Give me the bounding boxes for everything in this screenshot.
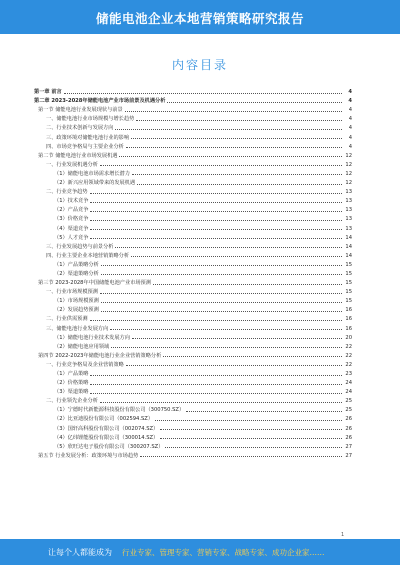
toc-entry[interactable] <box>34 250 352 259</box>
toc-entry[interactable] <box>34 422 352 431</box>
toc-entry-page: 26 <box>345 416 352 423</box>
toc-leader-dots <box>90 238 342 239</box>
toc-entry-page: 15 <box>345 280 352 287</box>
toc-entry-page: 13 <box>345 189 352 196</box>
toc-entry-title: （1）市场规模预测 <box>54 298 99 305</box>
toc-entry-page: 15 <box>345 261 352 268</box>
toc-entry-title: 四、市场竞争格局与主要企业分析 <box>46 143 124 150</box>
toc-leader-dots <box>101 302 342 303</box>
toc-entry-page: 22 <box>345 361 352 368</box>
toc-leader-dots <box>110 329 342 330</box>
toc-entry[interactable] <box>34 204 352 213</box>
toc-entry-title: 第四节 2022-2023年储能电池行业企业营销策略分析 <box>38 352 162 359</box>
toc-entry-title: （1）宁德时代新能源科技股份有限公司（300750.SZ） <box>54 407 185 414</box>
toc-entry-page: 4 <box>348 107 352 114</box>
toc-entry-title: 第五节 行业发展分析：政策环境与市场趋势 <box>38 452 139 459</box>
toc-entry[interactable] <box>34 168 352 177</box>
toc-entry-title: 一、储能电池行业市场规模与增长趋势 <box>46 116 135 123</box>
toc-entry-page: 26 <box>345 434 352 441</box>
toc-entry[interactable] <box>34 141 352 150</box>
toc-entry[interactable] <box>34 386 352 395</box>
toc-leader-dots <box>90 220 342 221</box>
toc-entry-title: 二、行业技术创新与发展方向 <box>46 125 114 132</box>
footer-tagline: 行业专家、管理专家、营销专家、战略专家、成功企业家…… <box>122 548 325 557</box>
toc-entry-title: 三、行业发展趋势与前景分析 <box>46 243 114 250</box>
toc-leader-dots <box>90 375 342 376</box>
toc-entry[interactable] <box>34 186 352 195</box>
toc-entry-page: 25 <box>345 407 352 414</box>
toc-entry[interactable] <box>34 122 352 131</box>
toc-entry[interactable] <box>34 304 352 313</box>
toc-entry-title: （2）发展趋势预测 <box>54 307 99 314</box>
toc-leader-dots <box>163 356 342 357</box>
toc-entry-page: 16 <box>345 325 352 332</box>
toc-leader-dots <box>111 347 342 348</box>
toc-entry[interactable] <box>34 232 352 241</box>
toc-entry[interactable] <box>34 413 352 422</box>
footer-bar <box>0 539 400 565</box>
toc-entry-title: 一、行业发展机遇分析 <box>46 161 98 168</box>
toc-leader-dots <box>165 447 342 448</box>
toc-entry-title: （4）渠道竞争 <box>54 225 89 232</box>
toc-entry-page: 24 <box>345 389 352 396</box>
toc-leader-dots <box>90 193 342 194</box>
toc-leader-dots <box>186 411 342 412</box>
toc-entry-page: 14 <box>345 243 352 250</box>
toc-leader-dots <box>131 256 342 257</box>
toc-entry-title: （3）国轩高科股份有限公司（002074.SZ） <box>54 425 159 432</box>
toc-entry-title: （1）储能电池市场需求增长潜力 <box>54 170 130 177</box>
toc-entry[interactable] <box>34 286 352 295</box>
toc-entry-page: 22 <box>345 352 352 359</box>
toc-entry-page: 4 <box>348 125 352 132</box>
toc-entry-page: 22 <box>345 343 352 350</box>
toc-leader-dots <box>160 438 342 439</box>
toc-leader-dots <box>155 420 342 421</box>
toc-entry-page: 4 <box>348 134 352 141</box>
toc-entry[interactable] <box>34 195 352 204</box>
toc-entry[interactable] <box>34 368 352 377</box>
toc-entry-page: 12 <box>345 161 352 168</box>
toc-leader-dots <box>90 202 342 203</box>
toc-entry[interactable] <box>34 313 352 322</box>
toc-entry-title: （1）技术竞争 <box>54 198 89 205</box>
toc-entry-title: 一、行业竞争格局及企业营销策略 <box>46 361 124 368</box>
toc-entry-page: 4 <box>348 89 352 96</box>
toc-entry[interactable] <box>34 259 352 268</box>
toc-entry-title: （1）产品策略分析 <box>54 261 99 268</box>
toc-entry[interactable] <box>34 95 352 104</box>
toc-leader-dots <box>119 156 342 157</box>
toc-leader-dots <box>90 211 342 212</box>
toc-entry-title: （3）渠道策略 <box>54 389 89 396</box>
toc-entry-title: （2）渠道策略分析 <box>54 270 99 277</box>
toc-entry[interactable] <box>34 332 352 341</box>
toc-leader-dots <box>101 311 342 312</box>
header-bar <box>0 0 400 34</box>
toc-entry[interactable] <box>34 268 352 277</box>
toc-leader-dots <box>132 338 342 339</box>
toc-leader-dots <box>100 293 342 294</box>
toc-entry-page: 24 <box>345 380 352 387</box>
toc-entry[interactable] <box>34 104 352 113</box>
toc-entry-page: 16 <box>345 307 352 314</box>
toc-entry-title: （2）储能电池应用领域 <box>54 343 110 350</box>
toc-entry-page: 16 <box>345 316 352 323</box>
toc-entry-title: 第二节 储能电池行业市场发展机遇 <box>38 152 118 159</box>
toc-leader-dots <box>126 365 342 366</box>
toc-entry[interactable] <box>34 432 352 441</box>
toc-entry-title: 二、行业领先企业分析 <box>46 398 98 405</box>
toc-entry-title: 三、储能电池行业发展方向 <box>46 325 109 332</box>
toc-entry-title: 四、行业主要企业本地营销策略分析 <box>46 252 130 259</box>
toc-entry[interactable] <box>34 131 352 140</box>
toc-leader-dots <box>167 102 342 103</box>
toc-entry-title: 第一章 前言 <box>34 89 62 96</box>
toc-entry-title: （2）比亚迪股份有限公司（002594.SZ） <box>54 416 154 423</box>
toc-entry[interactable] <box>34 395 352 404</box>
toc-entry-page: 12 <box>345 152 352 159</box>
toc-entry-title: （5）欣旺达电子股份有限公司（300207.SZ） <box>54 443 164 450</box>
toc-leader-dots <box>153 284 342 285</box>
toc-leader-dots <box>90 320 342 321</box>
toc-entry[interactable] <box>34 295 352 304</box>
toc-entry[interactable] <box>34 322 352 331</box>
toc-entry-page: 23 <box>345 371 352 377</box>
toc-leader-dots <box>101 274 342 275</box>
toc-entry-title: （1）储能电池行业技术发展方向 <box>54 334 130 341</box>
toc-entry-title: （4）亿纬锂能股份有限公司（300014.SZ） <box>54 434 159 441</box>
toc-entry-page: 15 <box>345 298 352 305</box>
toc-entry-title: 二、行业供需预测 <box>46 316 88 323</box>
toc-leader-dots <box>90 393 342 394</box>
report-title: 储能电池企业本地营销策略研究报告 <box>95 11 304 26</box>
toc-leader-dots <box>131 138 342 139</box>
toc-entry[interactable] <box>34 159 352 168</box>
toc-leader-dots <box>160 429 342 430</box>
toc-entry-page: 12 <box>345 170 352 177</box>
toc-entry-title: （2）价格策略 <box>54 380 89 387</box>
footer-slogan: 让每个人都能成为 <box>48 548 112 557</box>
toc-entry[interactable] <box>34 241 352 250</box>
toc-entry-page: 25 <box>345 398 352 405</box>
toc-entry-title: 一、行业市场规模预测 <box>46 289 98 296</box>
toc-entry[interactable] <box>34 350 352 359</box>
toc-entry-page: 4 <box>348 98 352 105</box>
toc-entry-title: 第三节 2023-2028年中国储能电池产业市场预测 <box>38 280 151 287</box>
table-of-contents <box>34 86 352 459</box>
toc-leader-dots <box>132 174 342 175</box>
toc-entry-page: 27 <box>345 452 352 459</box>
toc-entry-page: 14 <box>345 234 352 241</box>
toc-entry[interactable] <box>34 450 352 459</box>
toc-entry[interactable] <box>34 404 352 413</box>
toc-leader-dots <box>115 129 342 130</box>
toc-entry-page: 13 <box>345 216 352 223</box>
toc-entry-page: 12 <box>345 180 352 187</box>
toc-entry-page: 15 <box>345 270 352 277</box>
toc-leader-dots <box>140 456 342 457</box>
page-number: 1 <box>341 532 345 538</box>
toc-leader-dots <box>115 247 342 248</box>
toc-entry[interactable] <box>34 86 352 95</box>
toc-entry-title: 三、政策环境对储能电池行业的影响 <box>46 134 130 141</box>
toc-entry-page: 26 <box>345 425 352 432</box>
toc-leader-dots <box>126 147 342 148</box>
toc-entry[interactable] <box>34 277 352 286</box>
toc-title: 内容目录 <box>171 58 228 72</box>
toc-entry-title: （1）产品策略 <box>54 371 89 377</box>
toc-entry-title: 二、行业竞争趋势 <box>46 189 88 196</box>
toc-entry-page: 4 <box>348 143 352 150</box>
toc-entry[interactable] <box>34 222 352 231</box>
toc-entry-title: （2）新兴应用领域带来的发展机遇 <box>54 180 136 187</box>
toc-entry[interactable] <box>34 177 352 186</box>
toc-entry[interactable] <box>34 359 352 368</box>
toc-entry-page: 14 <box>345 252 352 259</box>
toc-entry-page: 15 <box>345 289 352 296</box>
toc-entry[interactable] <box>34 441 352 450</box>
toc-entry-page: 13 <box>345 198 352 205</box>
toc-entry[interactable] <box>34 377 352 386</box>
toc-leader-dots <box>64 93 342 94</box>
toc-entry-title: 第二章 2023-2028年储能电池产业市场前景及机遇分析 <box>34 98 166 105</box>
toc-leader-dots <box>136 120 342 121</box>
toc-entry-page: 13 <box>345 207 352 214</box>
toc-leader-dots <box>137 184 342 185</box>
toc-entry-title: 第一节 储能电池行业发展现状与前景 <box>38 107 123 114</box>
toc-leader-dots <box>90 384 342 385</box>
toc-leader-dots <box>101 265 342 266</box>
toc-entry[interactable] <box>34 341 352 350</box>
toc-entry[interactable] <box>34 213 352 222</box>
toc-entry-page: 20 <box>345 334 352 341</box>
toc-leader-dots <box>100 402 342 403</box>
toc-leader-dots <box>125 111 342 112</box>
toc-entry-title: （3）价格竞争 <box>54 216 89 223</box>
toc-entry[interactable] <box>34 113 352 122</box>
toc-entry-page: 13 <box>345 225 352 232</box>
toc-entry[interactable] <box>34 150 352 159</box>
toc-leader-dots <box>90 229 342 230</box>
toc-entry-title: （5）人才竞争 <box>54 234 89 241</box>
toc-entry-page: 4 <box>348 116 352 123</box>
toc-entry-title: （2）产品竞争 <box>54 207 89 214</box>
toc-entry-page: 27 <box>345 443 352 450</box>
toc-leader-dots <box>100 165 342 166</box>
